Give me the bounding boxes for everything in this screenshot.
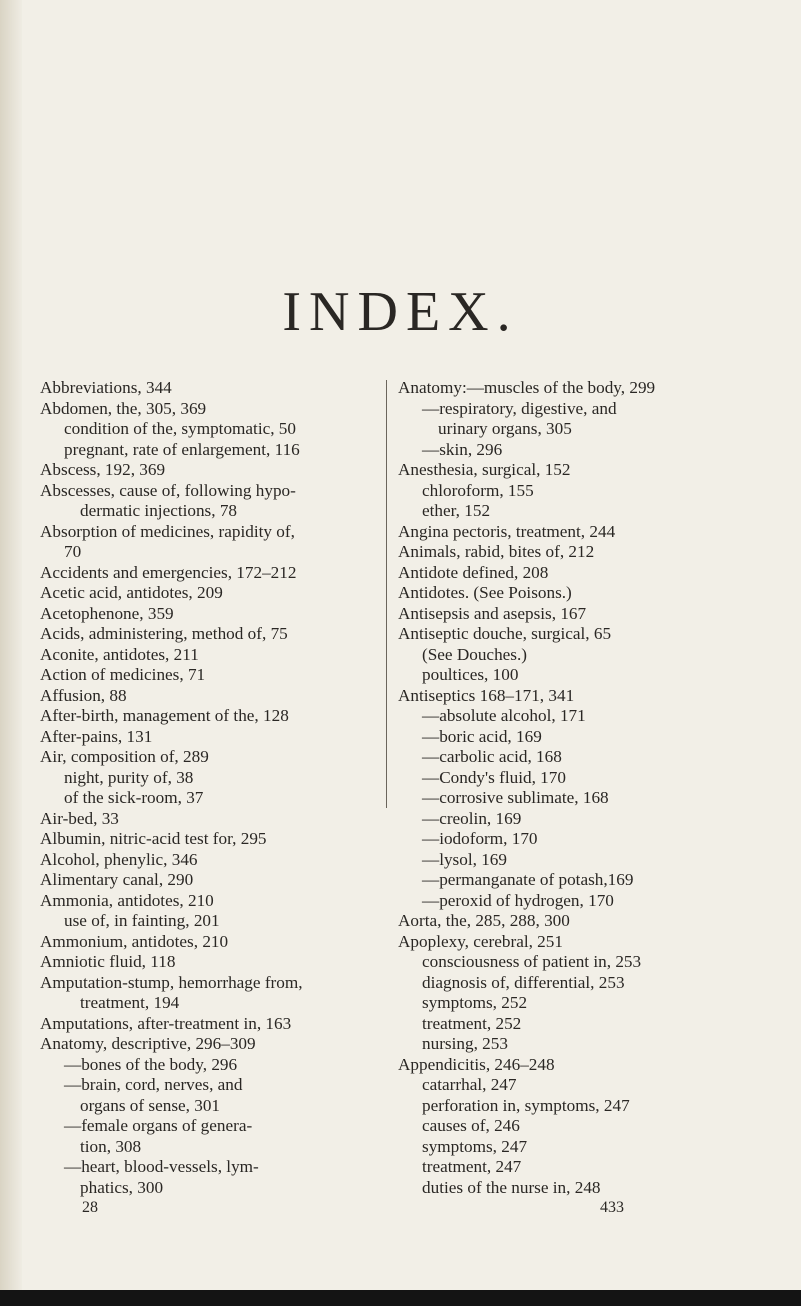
index-entry: Ammonium, antidotes, 210	[40, 931, 229, 951]
index-entry: consciousness of patient in, 253	[422, 952, 642, 971]
index-entry: Acetophenone, 359	[40, 603, 174, 623]
index-entry: —creolin, 169	[422, 808, 522, 828]
index-entry: Affusion, 88	[40, 685, 127, 705]
index-entry: Albumin, nitric-acid test for, 295	[40, 829, 267, 848]
bottom-edge	[0, 1290, 801, 1306]
index-entry: Air, composition of, 289	[40, 747, 209, 766]
index-entry: Acids, administering, method of, 75	[40, 624, 288, 643]
index-entry: After-birth, management of the, 128	[40, 706, 289, 725]
index-entry: condition of the, symptomatic, 50	[64, 419, 296, 438]
index-entry: night, purity of, 38	[64, 767, 194, 787]
index-entry: —corrosive sublimate, 168	[422, 788, 609, 807]
index-entry: Anesthesia, surgical, 152	[398, 460, 571, 479]
index-entry: dermatic injections, 78	[80, 501, 238, 520]
index-entry: (See Douches.)	[422, 644, 527, 664]
index-entry: —female organs of genera-	[64, 1116, 253, 1135]
index-entry: chloroform, 155	[422, 480, 534, 500]
index-entry: duties of the nurse in, 248	[422, 1177, 601, 1197]
index-entry: Aorta, the, 285, 288, 300	[398, 911, 570, 930]
index-entry: tion, 308	[80, 1136, 142, 1156]
signature-mark: 28	[82, 1199, 98, 1216]
index-entry: Amputation-stump, hemorrhage from,	[40, 972, 303, 992]
index-entry: —carbolic acid, 168	[422, 747, 562, 766]
index-entry: Apoplexy, cerebral, 251	[398, 931, 563, 951]
index-entry: Appendicitis, 246–248	[398, 1054, 555, 1074]
index-entry: diagnosis of, differential, 253	[422, 972, 625, 992]
index-entry: Air-bed, 33	[40, 808, 119, 828]
index-entry: organs of sense, 301	[80, 1095, 221, 1115]
index-entry: causes of, 246	[422, 1116, 520, 1135]
index-entry: Animals, rabid, bites of, 212	[398, 542, 595, 561]
index-column-right	[398, 378, 743, 1219]
index-entry: Ammonia, antidotes, 210	[40, 890, 214, 910]
index-entry: Acetic acid, antidotes, 209	[40, 583, 223, 602]
index-entry: Accidents and emergencies, 172–212	[40, 562, 297, 582]
index-entry: symptoms, 252	[422, 993, 528, 1012]
index-entry: Antisepsis and asepsis, 167	[398, 603, 587, 623]
index-entry: Alcohol, phenylic, 346	[40, 849, 198, 869]
index-entry: —brain, cord, nerves, and	[64, 1075, 243, 1094]
index-entry: Alimentary canal, 290	[40, 870, 194, 889]
index-entry: treatment, 252	[422, 1013, 522, 1033]
index-entry: phatics, 300	[80, 1177, 164, 1197]
index-entry: treatment, 194	[80, 993, 180, 1012]
index-entry: pregnant, rate of enlargement, 116	[64, 439, 300, 459]
index-entry: use of, in fainting, 201	[64, 911, 220, 930]
index-entry: —lysol, 169	[422, 849, 507, 869]
index-entry: perforation in, symptoms, 247	[422, 1095, 630, 1115]
index-entry: —iodoform, 170	[422, 829, 538, 848]
index-entry: Antiseptic douche, surgical, 65	[398, 624, 612, 643]
index-entry: Abbreviations, 344	[40, 378, 172, 397]
index-entry: After-pains, 131	[40, 726, 153, 746]
index-entry: symptoms, 247	[422, 1136, 528, 1156]
index-entry: ether, 152	[422, 501, 491, 520]
index-entry: 70	[64, 542, 82, 561]
page-edge-shadow	[0, 0, 22, 1290]
index-entry: —peroxid of hydrogen, 170	[422, 890, 614, 910]
index-entry: Antidotes. (See Poisons.)	[398, 583, 572, 602]
index-entry: Abdomen, the, 305, 369	[40, 398, 207, 418]
index-entry: poultices, 100	[422, 665, 519, 684]
index-entry: of the sick-room, 37	[64, 788, 204, 807]
column-divider	[386, 380, 387, 808]
index-entry: —permanganate of potash,169	[422, 870, 634, 889]
index-entry: —bones of the body, 296	[64, 1054, 238, 1074]
index-entry: Antiseptics 168–171, 341	[398, 685, 575, 705]
index-entry: catarrhal, 247	[422, 1075, 517, 1094]
index-entry: nursing, 253	[422, 1034, 508, 1053]
index-entry: —Condy's fluid, 170	[422, 767, 566, 787]
index-entry: urinary organs, 305	[438, 419, 572, 438]
page-number: 433	[600, 1199, 624, 1216]
index-entry: Aconite, antidotes, 211	[40, 644, 199, 664]
index-entry: Amniotic fluid, 118	[40, 952, 176, 971]
page-title: INDEX.	[282, 281, 519, 343]
index-entry: —boric acid, 169	[422, 726, 542, 746]
index-entry: —respiratory, digestive, and	[422, 398, 617, 418]
index-entry: —skin, 296	[422, 439, 503, 459]
index-entry: —absolute alcohol, 171	[422, 706, 586, 725]
index-entry: Antidote defined, 208	[398, 562, 549, 582]
index-entry: Anatomy, descriptive, 296–309	[40, 1034, 256, 1053]
index-entry: Action of medicines, 71	[40, 665, 206, 684]
index-entry: Absorption of medicines, rapidity of,	[40, 521, 295, 541]
index-entry: Angina pectoris, treatment, 244	[398, 521, 616, 541]
index-entry: —heart, blood-vessels, lym-	[64, 1157, 259, 1176]
index-column-left	[40, 378, 385, 1219]
index-entry: treatment, 247	[422, 1157, 522, 1176]
index-entry: Abscesses, cause of, following hypo-	[40, 480, 296, 500]
index-entry: Anatomy:—muscles of the body, 299	[398, 378, 656, 397]
index-entry: Amputations, after-treatment in, 163	[40, 1013, 292, 1033]
index-entry: Abscess, 192, 369	[40, 460, 166, 479]
